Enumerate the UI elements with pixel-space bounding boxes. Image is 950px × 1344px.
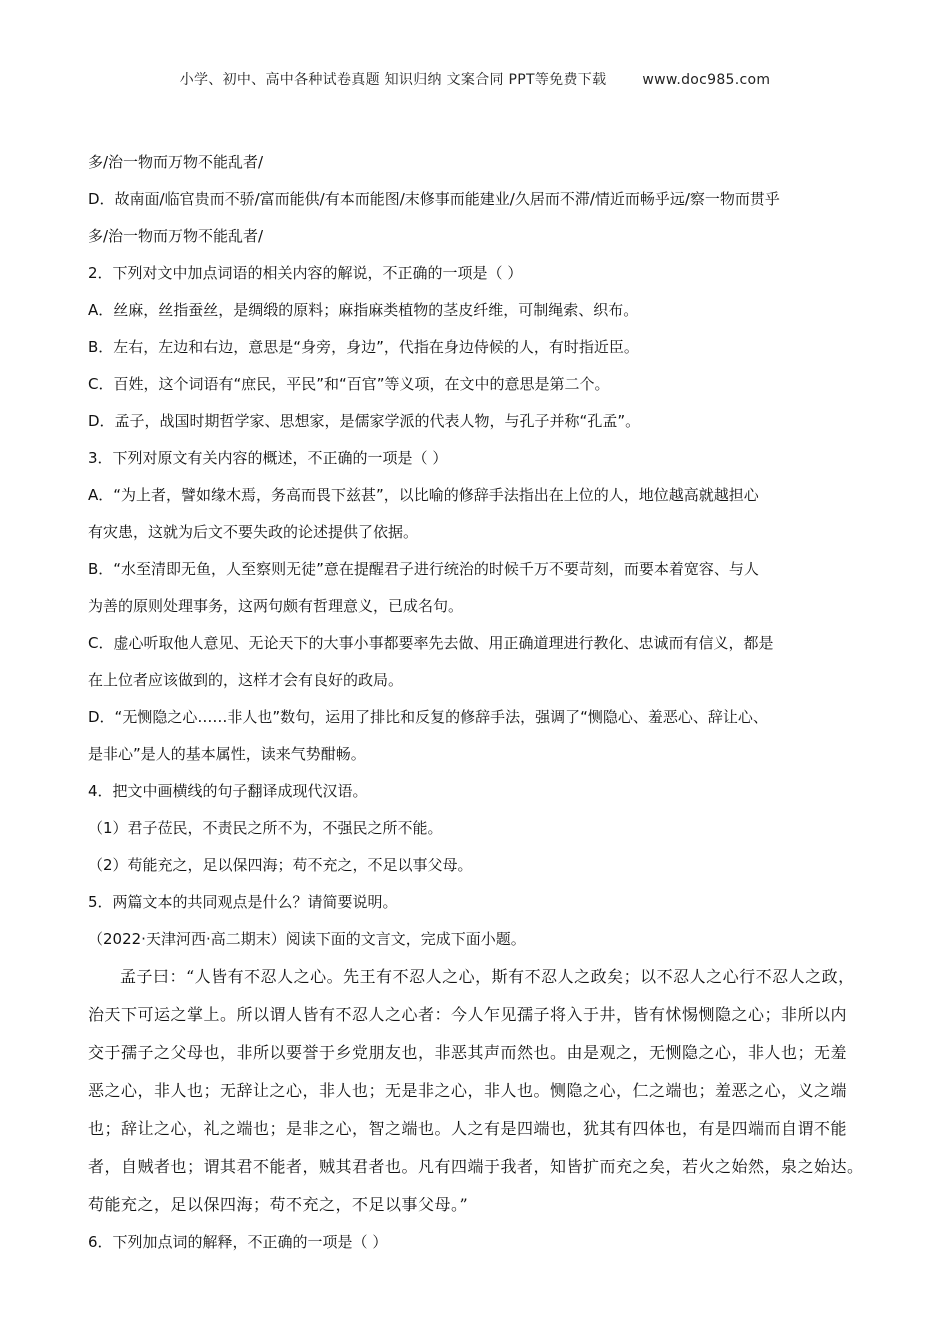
question-4: 4．把文中画横线的句子翻译成现代汉语。 — [88, 782, 368, 800]
q2-option-c: C．百姓，这个词语有“庶民，平民”和“百官”等义项，在文中的意思是第二个。 — [88, 375, 610, 393]
q3-option-a: A．“为上者，譬如缘木焉，务高而畏下兹甚”，以比喻的修辞手法指出在上位的人，地位越高就越担心 — [88, 486, 759, 504]
q3-option-c-cont: 在上位者应该做到的，这样才会有良好的政局。 — [88, 671, 404, 689]
q3-option-d: D．“无恻隐之心……非人也”数句，运用了排比和反复的修辞手法，强调了“恻隐心、羞恶心、辞让心、 — [88, 708, 768, 726]
q3-option-b: B．“水至清即无鱼，人至察则无徒”意在提醒君子进行统治的时候千万不要苛刻，而要本着宽容、与人 — [88, 560, 759, 578]
text-line: 多/治一物而万物不能乱者/ — [88, 153, 264, 171]
option-d-line: D．故南面/临官贵而不骄/富而能供/有本而能图/末修事而能建业/久居而不滞/情近而畅乎远/察一物而贯乎 — [88, 190, 780, 208]
classical-passage — [88, 958, 868, 1224]
q4-item-1: （1）君子莅民，不责民之所不为，不强民之所不能。 — [88, 819, 443, 837]
document-body — [88, 144, 868, 1261]
page-header — [0, 69, 950, 89]
header-text: 小学、初中、高中各种试卷真题 知识归纳 文案合同 PPT等免费下载 — [179, 72, 607, 88]
passage-line: 也；辞让之心，礼之端也；是非之心，智之端也。人之有是四端也，犹其有四体也，有是四端而自谓不能 — [88, 1119, 848, 1138]
q3-option-c: C．虚心听取他人意见、无论天下的大事小事都要率先去做、用正确道理进行教化、忠诚而有信义，都是 — [88, 634, 774, 652]
question-3: 3．下列对原文有关内容的概述，不正确的一项是（ ） — [88, 449, 448, 467]
q4-item-2: （2）苟能充之，足以保四海；苟不充之，不足以事父母。 — [88, 856, 473, 874]
question-2: 2．下列对文中加点词语的相关内容的解说，不正确的一项是（ ） — [88, 264, 523, 282]
q2-option-a: A．丝麻，丝指蚕丝，是绸缎的原料；麻指麻类植物的茎皮纤维，可制绳索、织布。 — [88, 301, 639, 319]
passage-line: 恶之心，非人也；无辞让之心，非人也；无是非之心，非人也。恻隐之心，仁之端也；羞恶之心，义之端 — [88, 1081, 848, 1100]
question-6: 6．下列加点词的解释，不正确的一项是（ ） — [88, 1233, 388, 1251]
passage-line: 苟能充之，足以保四海；苟不充之，不足以事父母。” — [88, 1195, 469, 1214]
passage-intro: （2022·天津河西·高二期末）阅读下面的文言文，完成下面小题。 — [88, 930, 526, 948]
passage-line: 孟子曰：“人皆有不忍人之心。先王有不忍人之心，斯有不忍人之政矣；以不忍人之心行不忍人之政， — [120, 967, 855, 986]
q2-option-b: B．左右，左边和右边，意思是“身旁，身边”，代指在身边侍候的人，有时指近臣。 — [88, 338, 639, 356]
text-line: 多/治一物而万物不能乱者/ — [88, 227, 264, 245]
passage-line: 治天下可运之掌上。所以谓人皆有不忍人之心者：今人乍见孺子将入于井，皆有怵惕恻隐之心；非所以内 — [88, 1005, 848, 1024]
q2-option-d: D．孟子，战国时期哲学家、思想家，是儒家学派的代表人物，与孔子并称“孔孟”。 — [88, 412, 641, 430]
question-5: 5．两篇文本的共同观点是什么？请简要说明。 — [88, 893, 398, 911]
q3-option-b-cont: 为善的原则处理事务，这两句颇有哲理意义，已成名句。 — [88, 597, 464, 615]
passage-line: 交于孺子之父母也，非所以要誉于乡党朋友也，非恶其声而然也。由是观之，无恻隐之心，非人也；无羞 — [88, 1043, 848, 1062]
q3-option-d-cont: 是非心”是人的基本属性，读来气势酣畅。 — [88, 745, 366, 763]
passage-line: 者，自贼者也；谓其君不能者，贼其君者也。凡有四端于我者，知皆扩而充之矣，若火之始然，泉之始达。 — [88, 1157, 864, 1176]
header-site: www.doc985.com — [642, 72, 771, 88]
q3-option-a-cont: 有灾患，这就为后文不要失政的论述提供了依据。 — [88, 523, 419, 541]
